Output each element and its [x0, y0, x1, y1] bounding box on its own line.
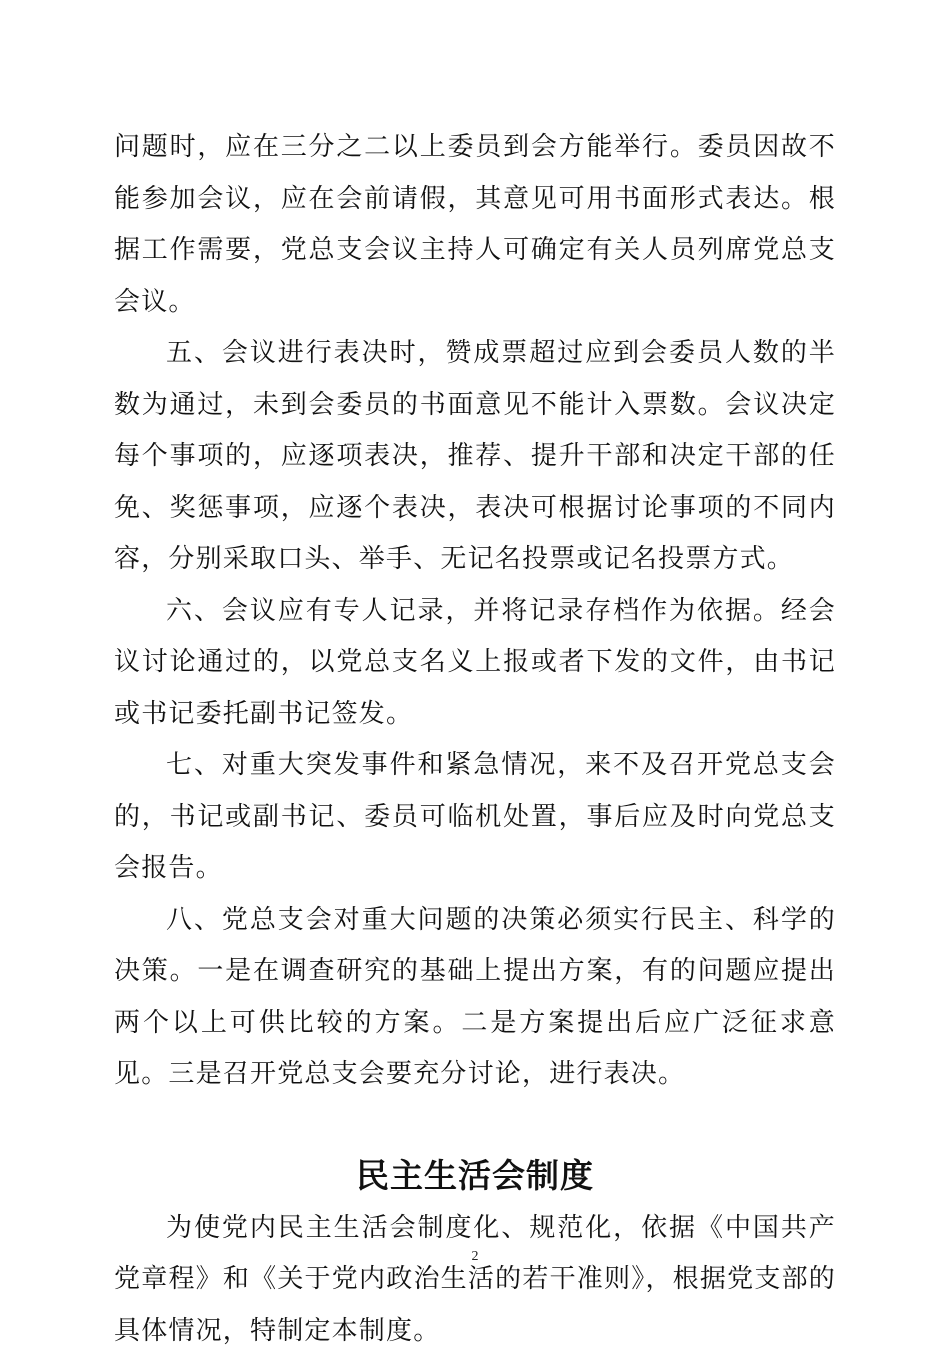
page-number: 2: [0, 1248, 950, 1266]
section-intro-paragraph: 为使党内民主生活会制度化、规范化，依据《中国共产党章程》和《关于党内政治生活的若干准则》，根据党支部的具体情况，特制定本制度。: [114, 1203, 836, 1357]
paragraph-item-seven: 七、对重大突发事件和紧急情况，来不及召开党总支会的，书记或副书记、委员可临机处置，事后应及时向党总支会报告。: [114, 740, 836, 895]
document-body: [114, 122, 836, 1357]
paragraph-continuation: 问题时，应在三分之二以上委员到会方能举行。委员因故不能参加会议，应在会前请假，其意见可用书面形式表达。根据工作需要，党总支会议主持人可确定有关人员列席党总支会议。: [114, 122, 836, 328]
paragraph-item-six: 六、会议应有专人记录，并将记录存档作为依据。经会议讨论通过的，以党总支名义上报或者下发的文件，由书记或书记委托副书记签发。: [114, 586, 836, 741]
section-title: 民主生活会制度: [114, 1149, 836, 1203]
paragraph-item-five: 五、会议进行表决时，赞成票超过应到会委员人数的半数为通过，未到会委员的书面意见不能计入票数。会议决定每个事项的，应逐项表决，推荐、提升干部和决定干部的任免、奖惩事项，应逐个表决，表决可根据讨论事项的不同内容，分别采取口头、举手、无记名投票或记名投票方式。: [114, 328, 836, 586]
paragraph-item-eight: 八、党总支会对重大问题的决策必须实行民主、科学的决策。一是在调查研究的基础上提出方案，有的问题应提出两个以上可供比较的方案。二是方案提出后应广泛征求意见。三是召开党总支会要充分讨论，进行表决。: [114, 895, 836, 1101]
